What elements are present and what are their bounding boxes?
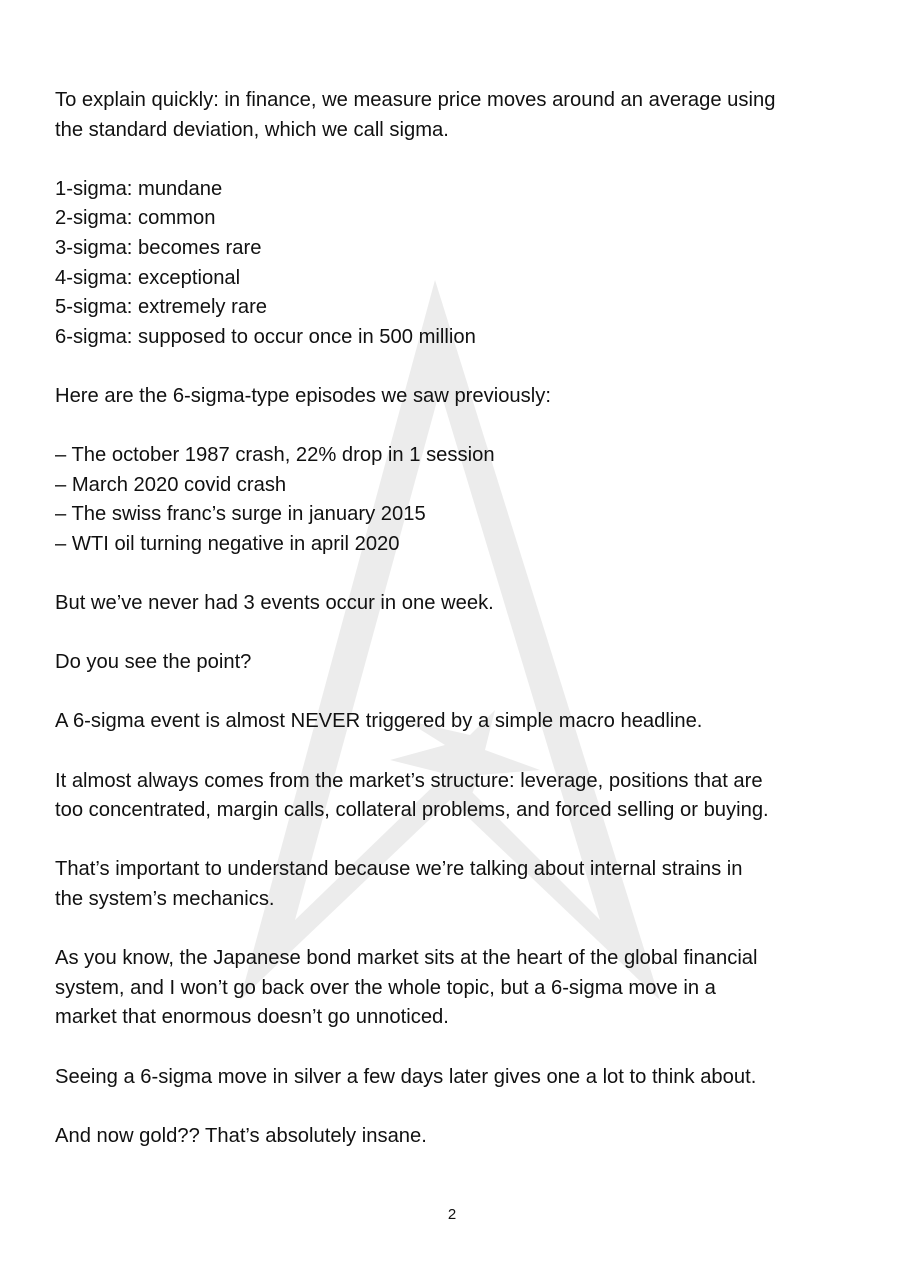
text-line: the standard deviation, which we call sigma. [55,118,449,141]
paragraph-internal-strains [55,855,865,914]
text-line: To explain quickly: in finance, we measure price moves around an average using [55,89,776,111]
text-line: Seeing a 6-sigma move in silver a few days later gives one a lot to think about. [55,1065,757,1088]
paragraph-japanese-bonds [55,944,865,1033]
paragraph-never-triggered [55,707,865,737]
paragraph-gold [55,1122,865,1152]
text-line: Do you see the point? [55,651,252,674]
text-line: Here are the 6-sigma-type episodes we saw previously: [55,384,551,407]
text-line: And now gold?? That’s absolutely insane. [55,1124,427,1147]
text-line: system, and I won’t go back over the whole topic, but a 6-sigma move in a [55,976,716,999]
paragraph-sigma-intro [55,86,865,145]
text-line: It almost always comes from the market’s structure: leverage, positions that are [55,769,763,792]
text-line: the system’s mechanics. [55,888,275,911]
sigma-levels-list [55,175,865,353]
paragraph-silver [55,1063,865,1093]
document-body [55,86,865,1151]
list-item: 4-sigma: exceptional [55,266,241,289]
paragraph-never-three [55,589,865,619]
episodes-list [55,441,865,559]
list-item: 1-sigma: mundane [55,177,223,200]
text-line: That’s important to understand because we’re talking about internal strains in [55,858,743,881]
page-number: 2 [447,1206,457,1223]
list-item: – The swiss franc’s surge in january 2015 [55,503,426,526]
text-line: A 6-sigma event is almost NEVER triggered by a simple macro headline. [55,710,703,733]
list-item: 6-sigma: supposed to occur once in 500 million [55,325,476,348]
text-line: But we’ve never had 3 events occur in one week. [55,592,494,615]
list-item: 3-sigma: becomes rare [55,236,262,259]
paragraph-see-point [55,648,865,678]
paragraph-episodes-intro [55,382,865,412]
text-line: too concentrated, margin calls, collateral problems, and forced selling or buying. [55,799,769,822]
list-item: 2-sigma: common [55,207,216,230]
list-item: 5-sigma: extremely rare [55,296,268,319]
list-item: – The october 1987 crash, 22% drop in 1 session [55,444,495,467]
text-line: market that enormous doesn’t go unnoticed. [55,1006,449,1029]
text-line: As you know, the Japanese bond market sits at the heart of the global financial [55,947,758,970]
paragraph-market-structure [55,767,865,826]
list-item: – WTI oil turning negative in april 2020 [55,532,400,555]
list-item: – March 2020 covid crash [55,473,287,496]
